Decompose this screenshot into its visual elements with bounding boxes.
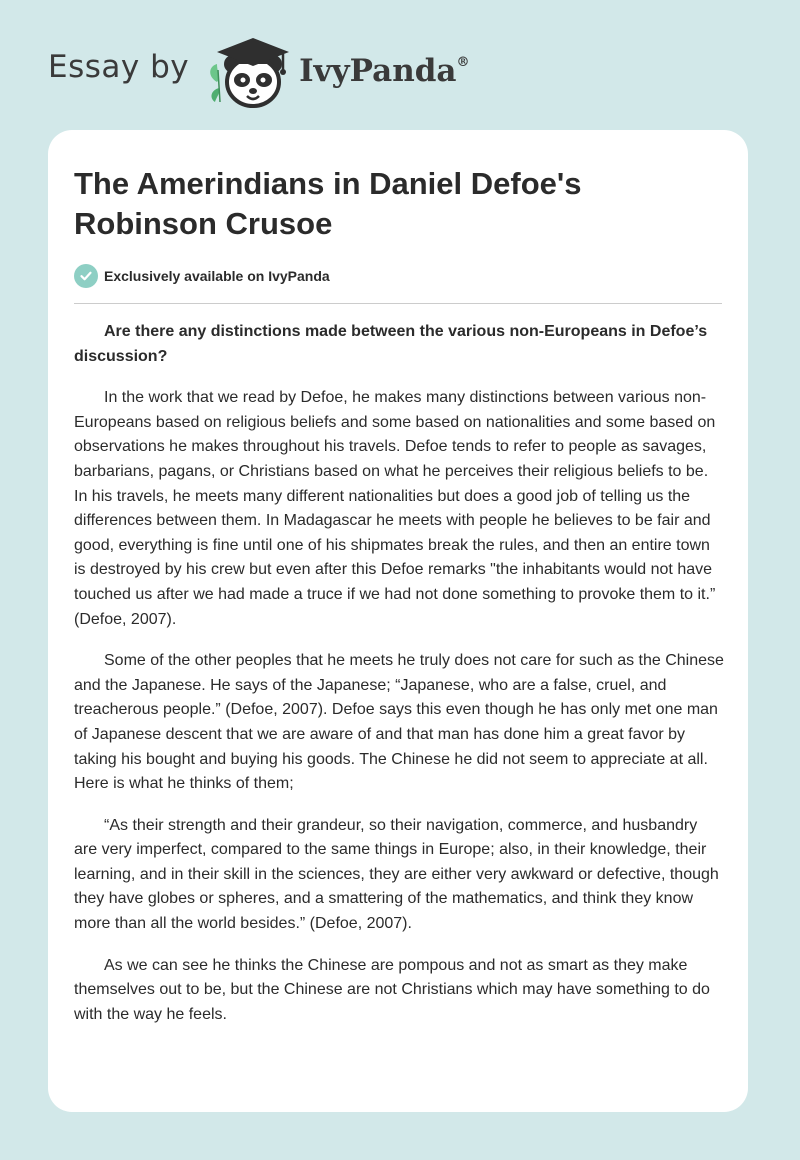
paragraph: As we can see he thinks the Chinese are pompous and not as smart as they make themselves out to be, but the Chinese are not Christians which may have something to do with the way he feels.: [74, 956, 710, 1023]
essay-card: [48, 130, 748, 1112]
essay-question: Are there any distinctions made between the various non-Europeans in Defoe’s discussion?: [74, 323, 708, 365]
exclusive-badge-label: Exclusively available on IvyPanda: [104, 268, 330, 284]
essay-by-label: Essay by: [48, 49, 190, 85]
essay-body: [74, 320, 724, 1044]
paragraph: In the work that we read by Defoe, he makes many distinctions between various non-Europeans based on religious beliefs and some based on nationalities and some based on observations he makes throughout his travels. Defoe tends to refer to people as savages, barbarians, pagans, or Christians based on what he perceives their religious beliefs to be. In his travels, he meets many different nationalities but does a good job of telling us the differences between them. In Madagascar he meets with people he believes to be fair and good, everything is fine until one of his shipmates break the rules, and then an entire town is destroyed by his crew but even after this Defoe remarks "the inhabitants would not have touched us after we had made a truce if we had not done something to provoke them to it.” (Defoe, 2007).: [74, 389, 716, 628]
brand-text: IvyPanda: [299, 53, 457, 89]
divider: [74, 303, 722, 304]
panda-graduate-icon[interactable]: [203, 30, 295, 110]
page-title: The Amerindians in Daniel Defoe's Robinson Crusoe: [74, 166, 582, 241]
paragraph: Some of the other peoples that he meets he truly does not care for such as the Chinese and the Japanese. He says of the Japanese; “Japanese, who are a false, cruel, and treacherous people.” (Defoe, 2007). Defoe says this even though he has only met one man of Japanese descent that we are aware of and that man has done him a great favor by taking his bought and buying his goods. The Chinese he did not seem to appreciate at all. Here is what he thinks of them;: [74, 652, 724, 793]
paragraph: “As their strength and their grandeur, so their navigation, commerce, and husbandry are very imperfect, compared to the same things in Europe; also, in their knowledge, their learning, and in their skill in the sciences, they are either very awkward or defective, though they have globes or spheres, and a smattering of the mathematics, and think they know more than all the world besides.” (Defoe, 2007).: [74, 816, 719, 933]
exclusive-badge: [74, 264, 330, 288]
brand-name[interactable]: [299, 53, 469, 89]
registered-mark: ®: [456, 55, 470, 70]
check-circle-icon: [74, 264, 98, 288]
site-header: [48, 30, 470, 110]
